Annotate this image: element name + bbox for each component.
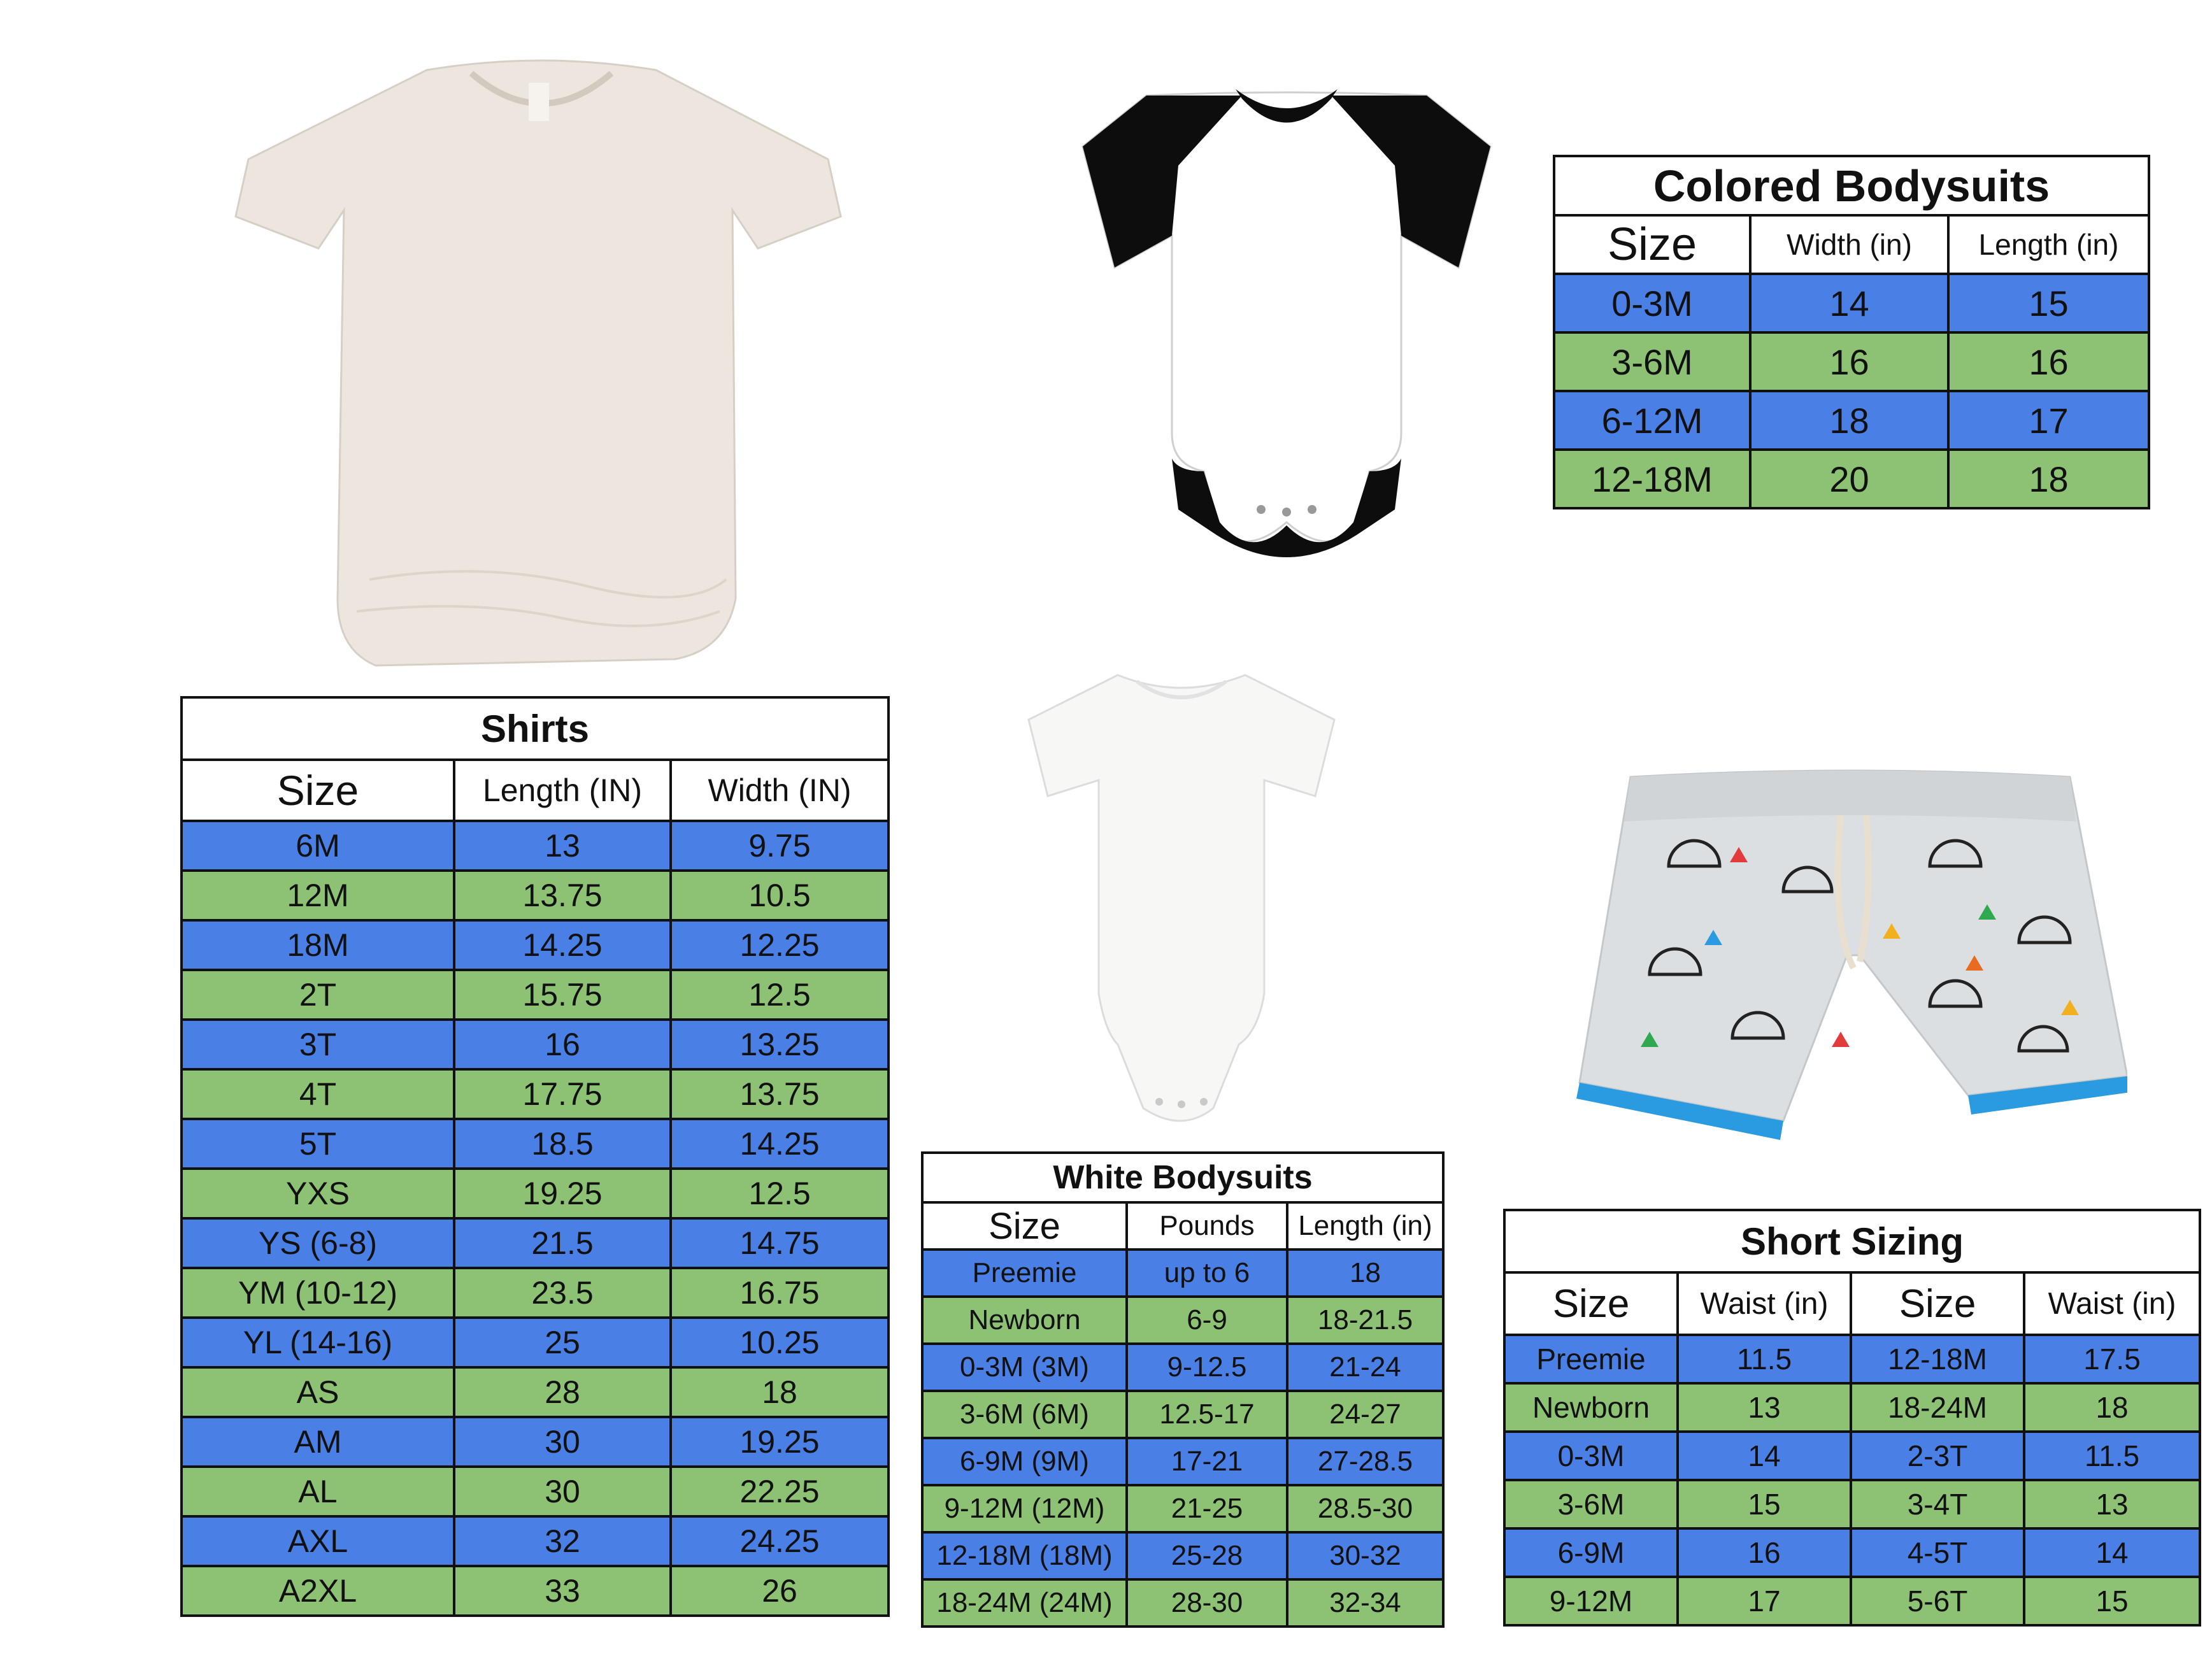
table-row bbox=[182, 1367, 888, 1417]
table-cell: 26 bbox=[671, 1566, 888, 1616]
table-cell: 11.5 bbox=[1678, 1335, 1851, 1383]
table-cell: 9-12M bbox=[1504, 1577, 1678, 1625]
shirts-header-size: Size bbox=[182, 760, 454, 821]
table-cell: 13 bbox=[454, 821, 671, 871]
shirts-title: Shirts bbox=[182, 697, 888, 760]
colored-bodysuits-title: Colored Bodysuits bbox=[1554, 156, 2149, 215]
table-cell: AXL bbox=[182, 1516, 454, 1566]
table-cell: 6M bbox=[182, 821, 454, 871]
table-cell: 28-30 bbox=[1127, 1579, 1287, 1627]
short-header-size-2: Size bbox=[1851, 1272, 2024, 1335]
table-cell: 13 bbox=[2024, 1480, 2200, 1528]
table-cell: 24-27 bbox=[1287, 1391, 1443, 1438]
table-row bbox=[182, 1417, 888, 1467]
table-cell: 5T bbox=[182, 1119, 454, 1169]
table-row bbox=[922, 1438, 1443, 1485]
table-row bbox=[182, 1218, 888, 1268]
table-cell: 25 bbox=[454, 1318, 671, 1367]
table-cell: YXS bbox=[182, 1169, 454, 1218]
table-cell: 11.5 bbox=[2024, 1432, 2200, 1480]
table-cell: 9.75 bbox=[671, 821, 888, 871]
table-cell: 0-3M (3M) bbox=[922, 1344, 1127, 1391]
table-cell: 4-5T bbox=[1851, 1528, 2024, 1577]
table-cell: 12-18M bbox=[1851, 1335, 2024, 1383]
table-cell: 13.75 bbox=[671, 1069, 888, 1119]
table-cell: 22.25 bbox=[671, 1467, 888, 1516]
table-row bbox=[1554, 450, 2149, 508]
table-cell: 6-9 bbox=[1127, 1297, 1287, 1344]
table-cell: 27-28.5 bbox=[1287, 1438, 1443, 1485]
table-cell: 19.25 bbox=[454, 1169, 671, 1218]
table-cell: 12.5 bbox=[671, 970, 888, 1020]
table-row bbox=[922, 1579, 1443, 1627]
table-cell: 21-24 bbox=[1287, 1344, 1443, 1391]
table-cell: 14.75 bbox=[671, 1218, 888, 1268]
table-cell: 15.75 bbox=[454, 970, 671, 1020]
table-cell: 3T bbox=[182, 1020, 454, 1069]
table-cell: 18.5 bbox=[454, 1119, 671, 1169]
short-sizing-title: Short Sizing bbox=[1504, 1210, 2200, 1272]
table-cell: 32-34 bbox=[1287, 1579, 1443, 1627]
table-cell: 12M bbox=[182, 871, 454, 920]
table-cell: 15 bbox=[2024, 1577, 2200, 1625]
table-row bbox=[922, 1391, 1443, 1438]
white-header-pounds: Pounds bbox=[1127, 1202, 1287, 1250]
table-cell: 30-32 bbox=[1287, 1532, 1443, 1579]
table-row bbox=[922, 1344, 1443, 1391]
table-cell: 18M bbox=[182, 920, 454, 970]
table-row bbox=[182, 1020, 888, 1069]
table-row bbox=[922, 1297, 1443, 1344]
table-cell: 18-24M bbox=[1851, 1383, 2024, 1432]
table-row bbox=[182, 1467, 888, 1516]
table-row bbox=[1554, 332, 2149, 391]
table-cell: Newborn bbox=[1504, 1383, 1678, 1432]
table-cell: 33 bbox=[454, 1566, 671, 1616]
table-cell: 6-9M bbox=[1504, 1528, 1678, 1577]
table-cell: 10.25 bbox=[671, 1318, 888, 1367]
table-cell: 28 bbox=[454, 1367, 671, 1417]
table-row bbox=[1504, 1335, 2200, 1383]
table-cell: Preemie bbox=[1504, 1335, 1678, 1383]
table-cell: 18 bbox=[671, 1367, 888, 1417]
short-sizing-table bbox=[1503, 1209, 2201, 1627]
table-cell: 14 bbox=[2024, 1528, 2200, 1577]
table-row bbox=[1504, 1383, 2200, 1432]
table-cell: YL (14-16) bbox=[182, 1318, 454, 1367]
table-cell: 17-21 bbox=[1127, 1438, 1287, 1485]
table-cell: 18-21.5 bbox=[1287, 1297, 1443, 1344]
white-header-length: Length (in) bbox=[1287, 1202, 1443, 1250]
table-row bbox=[182, 920, 888, 970]
short-header-size-1: Size bbox=[1504, 1272, 1678, 1335]
table-cell: 21-25 bbox=[1127, 1485, 1287, 1532]
table-cell: 16 bbox=[1678, 1528, 1851, 1577]
shirts-size-table bbox=[180, 696, 890, 1617]
colored-header-length: Length (in) bbox=[1948, 215, 2149, 274]
table-cell: 3-6M bbox=[1554, 332, 1750, 391]
table-row bbox=[182, 1119, 888, 1169]
table-cell: 13 bbox=[1678, 1383, 1851, 1432]
short-header-waist-2: Waist (in) bbox=[2024, 1272, 2200, 1335]
table-cell: YS (6-8) bbox=[182, 1218, 454, 1268]
table-cell: 18 bbox=[1287, 1250, 1443, 1297]
table-cell: 17 bbox=[1678, 1577, 1851, 1625]
table-cell: 9-12M (12M) bbox=[922, 1485, 1127, 1532]
table-cell: 15 bbox=[1948, 274, 2149, 332]
table-row bbox=[1504, 1528, 2200, 1577]
table-row bbox=[1504, 1432, 2200, 1480]
table-cell: 20 bbox=[1750, 450, 1948, 508]
table-cell: 4T bbox=[182, 1069, 454, 1119]
table-cell: 17.5 bbox=[2024, 1335, 2200, 1383]
short-header-waist-1: Waist (in) bbox=[1678, 1272, 1851, 1335]
table-cell: AL bbox=[182, 1467, 454, 1516]
table-cell: 14.25 bbox=[454, 920, 671, 970]
table-cell: 10.5 bbox=[671, 871, 888, 920]
table-cell: 30 bbox=[454, 1417, 671, 1467]
table-cell: 0-3M bbox=[1504, 1432, 1678, 1480]
table-cell: 3-4T bbox=[1851, 1480, 2024, 1528]
table-cell: 14 bbox=[1750, 274, 1948, 332]
table-cell: 13.25 bbox=[671, 1020, 888, 1069]
table-cell: 5-6T bbox=[1851, 1577, 2024, 1625]
table-cell: 18-24M (24M) bbox=[922, 1579, 1127, 1627]
table-cell: 16.75 bbox=[671, 1268, 888, 1318]
colored-header-size: Size bbox=[1554, 215, 1750, 274]
table-cell: 16 bbox=[1948, 332, 2149, 391]
table-cell: 21.5 bbox=[454, 1218, 671, 1268]
colored-bodysuits-table bbox=[1553, 155, 2150, 509]
table-row bbox=[182, 970, 888, 1020]
table-cell: 12-18M (18M) bbox=[922, 1532, 1127, 1579]
table-cell: Preemie bbox=[922, 1250, 1127, 1297]
table-row bbox=[1554, 391, 2149, 450]
table-cell: 24.25 bbox=[671, 1516, 888, 1566]
table-cell: 12-18M bbox=[1554, 450, 1750, 508]
table-cell: 12.25 bbox=[671, 920, 888, 970]
table-cell: 0-3M bbox=[1554, 274, 1750, 332]
table-row bbox=[182, 1169, 888, 1218]
colored-header-width: Width (in) bbox=[1750, 215, 1948, 274]
table-cell: up to 6 bbox=[1127, 1250, 1287, 1297]
table-cell: YM (10-12) bbox=[182, 1268, 454, 1318]
table-cell: Newborn bbox=[922, 1297, 1127, 1344]
table-row bbox=[922, 1485, 1443, 1532]
table-cell: 12.5-17 bbox=[1127, 1391, 1287, 1438]
table-row bbox=[1504, 1577, 2200, 1625]
table-row bbox=[1504, 1480, 2200, 1528]
table-row bbox=[182, 821, 888, 871]
tshirt-image bbox=[229, 38, 853, 675]
table-row bbox=[182, 1268, 888, 1318]
table-cell: 28.5-30 bbox=[1287, 1485, 1443, 1532]
table-cell: 16 bbox=[1750, 332, 1948, 391]
table-row bbox=[182, 1516, 888, 1566]
table-cell: 25-28 bbox=[1127, 1532, 1287, 1579]
table-cell: 30 bbox=[454, 1467, 671, 1516]
white-bodysuit-image bbox=[1022, 662, 1341, 1127]
table-cell: 6-9M (9M) bbox=[922, 1438, 1127, 1485]
colored-bodysuit-image bbox=[1076, 76, 1497, 580]
table-cell: 18 bbox=[1750, 391, 1948, 450]
table-cell: 12.5 bbox=[671, 1169, 888, 1218]
table-row bbox=[1554, 274, 2149, 332]
table-cell: 18 bbox=[2024, 1383, 2200, 1432]
table-cell: 17 bbox=[1948, 391, 2149, 450]
table-cell: AM bbox=[182, 1417, 454, 1467]
table-row bbox=[922, 1250, 1443, 1297]
table-cell: 19.25 bbox=[671, 1417, 888, 1467]
shirts-header-length: Length (IN) bbox=[454, 760, 671, 821]
table-cell: 16 bbox=[454, 1020, 671, 1069]
table-cell: 15 bbox=[1678, 1480, 1851, 1528]
white-header-size: Size bbox=[922, 1202, 1127, 1250]
table-cell: AS bbox=[182, 1367, 454, 1417]
table-cell: 3-6M (6M) bbox=[922, 1391, 1127, 1438]
table-cell: 23.5 bbox=[454, 1268, 671, 1318]
table-cell: 9-12.5 bbox=[1127, 1344, 1287, 1391]
table-cell: 2T bbox=[182, 970, 454, 1020]
shorts-image bbox=[1573, 764, 2127, 1172]
table-row bbox=[182, 1566, 888, 1616]
table-cell: 13.75 bbox=[454, 871, 671, 920]
table-cell: 3-6M bbox=[1504, 1480, 1678, 1528]
table-row bbox=[182, 1069, 888, 1119]
table-cell: 17.75 bbox=[454, 1069, 671, 1119]
table-cell: 6-12M bbox=[1554, 391, 1750, 450]
table-cell: 32 bbox=[454, 1516, 671, 1566]
table-cell: A2XL bbox=[182, 1566, 454, 1616]
table-cell: 14 bbox=[1678, 1432, 1851, 1480]
white-bodysuits-title: White Bodysuits bbox=[922, 1153, 1443, 1202]
table-row bbox=[182, 871, 888, 920]
table-row bbox=[182, 1318, 888, 1367]
table-row bbox=[922, 1532, 1443, 1579]
white-bodysuits-table bbox=[921, 1151, 1445, 1628]
table-cell: 18 bbox=[1948, 450, 2149, 508]
shirts-header-width: Width (IN) bbox=[671, 760, 888, 821]
table-cell: 14.25 bbox=[671, 1119, 888, 1169]
table-cell: 2-3T bbox=[1851, 1432, 2024, 1480]
